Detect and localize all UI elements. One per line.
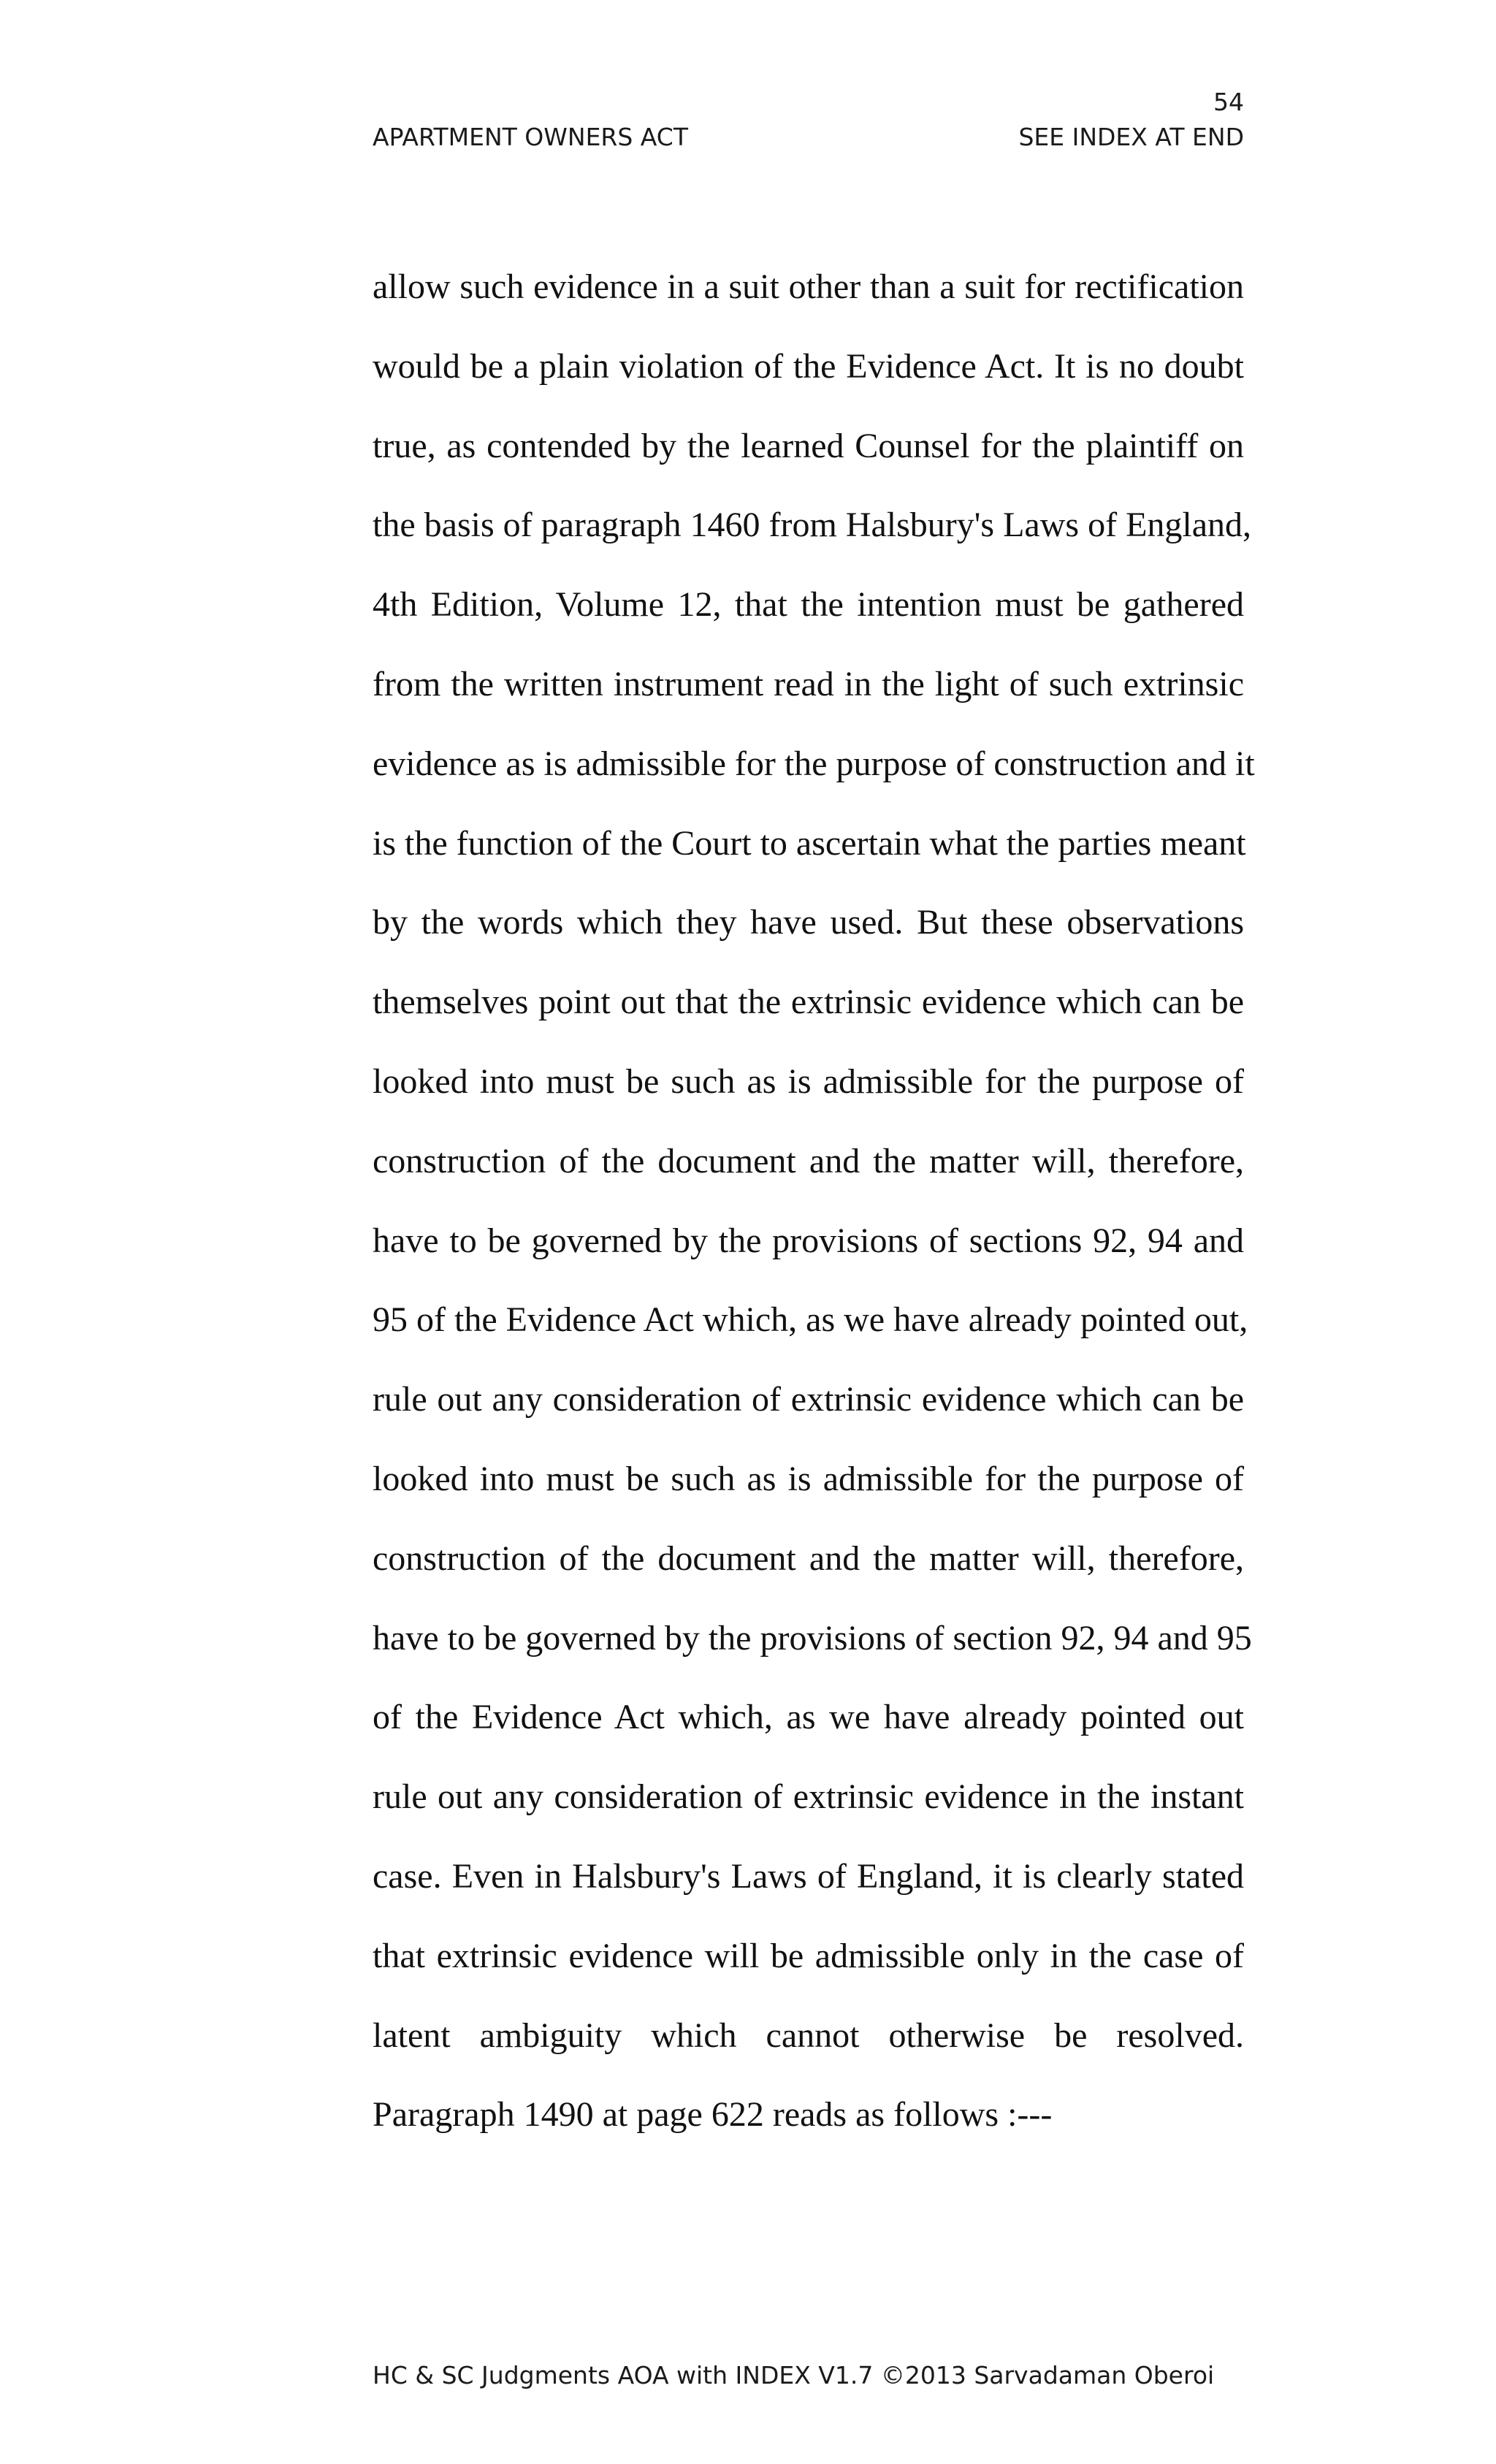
- running-header-title: APARTMENT OWNERS ACT: [373, 123, 688, 151]
- body-line: rule out any consideration of extrinsic evidence which can be: [373, 1380, 1244, 1419]
- body-line: rule out any consideration of extrinsic evidence in the instant: [373, 1777, 1244, 1817]
- body-line: that extrinsic evidence will be admissible only in the case of: [373, 1936, 1244, 1975]
- body-line: have to be governed by the provisions of sections 92, 94 and: [373, 1221, 1244, 1260]
- body-line: allow such evidence in a suit other than a suit for rectification: [373, 267, 1244, 306]
- body-line: looked into must be such as is admissible for the purpose of: [373, 1459, 1244, 1498]
- body-line: true, as contended by the learned Counsel for the plaintiff on: [373, 426, 1244, 465]
- body-line: latent ambiguity which cannot otherwise be resolved.: [373, 2015, 1244, 2055]
- body-line: evidence as is admissible for the purpose of construction and it: [373, 744, 1255, 783]
- body-line: have to be governed by the provisions of section 92, 94 and 95: [373, 1618, 1252, 1658]
- body-line: the basis of paragraph 1460 from Halsbury's Laws of England,: [373, 506, 1252, 545]
- body-paragraph: [373, 259, 1255, 2167]
- body-line: case. Even in Halsbury's Laws of England, it is clearly stated: [373, 1856, 1244, 1896]
- body-line: Paragraph 1490 at page 622 reads as follows :---: [373, 2095, 1053, 2135]
- body-line: 95 of the Evidence Act which, as we have already pointed out,: [373, 1300, 1248, 1340]
- body-line: themselves point out that the extrinsic evidence which can be: [373, 983, 1244, 1022]
- body-line: would be a plain violation of the Evidence Act. It is no doubt: [373, 346, 1244, 386]
- body-line: of the Evidence Act which, as we have already pointed out: [373, 1698, 1244, 1737]
- body-line: 4th Edition, Volume 12, that the intention must be gathered: [373, 585, 1244, 625]
- body-line: construction of the document and the matter will, therefore,: [373, 1538, 1244, 1578]
- body-line: from the written instrument read in the light of such extrinsic: [373, 664, 1244, 703]
- running-header-index-note: SEE INDEX AT END: [1018, 123, 1244, 151]
- body-line: construction of the document and the matter will, therefore,: [373, 1141, 1244, 1180]
- body-line: by the words which they have used. But these observations: [373, 903, 1244, 942]
- page-number: 54: [1213, 88, 1244, 116]
- body-line: is the function of the Court to ascertain what the parties meant: [373, 823, 1246, 863]
- footer-copyright: HC & SC Judgments AOA with INDEX V1.7 ©2013 Sarvadaman Oberoi: [373, 2361, 1215, 2389]
- body-line: looked into must be such as is admissible for the purpose of: [373, 1061, 1244, 1101]
